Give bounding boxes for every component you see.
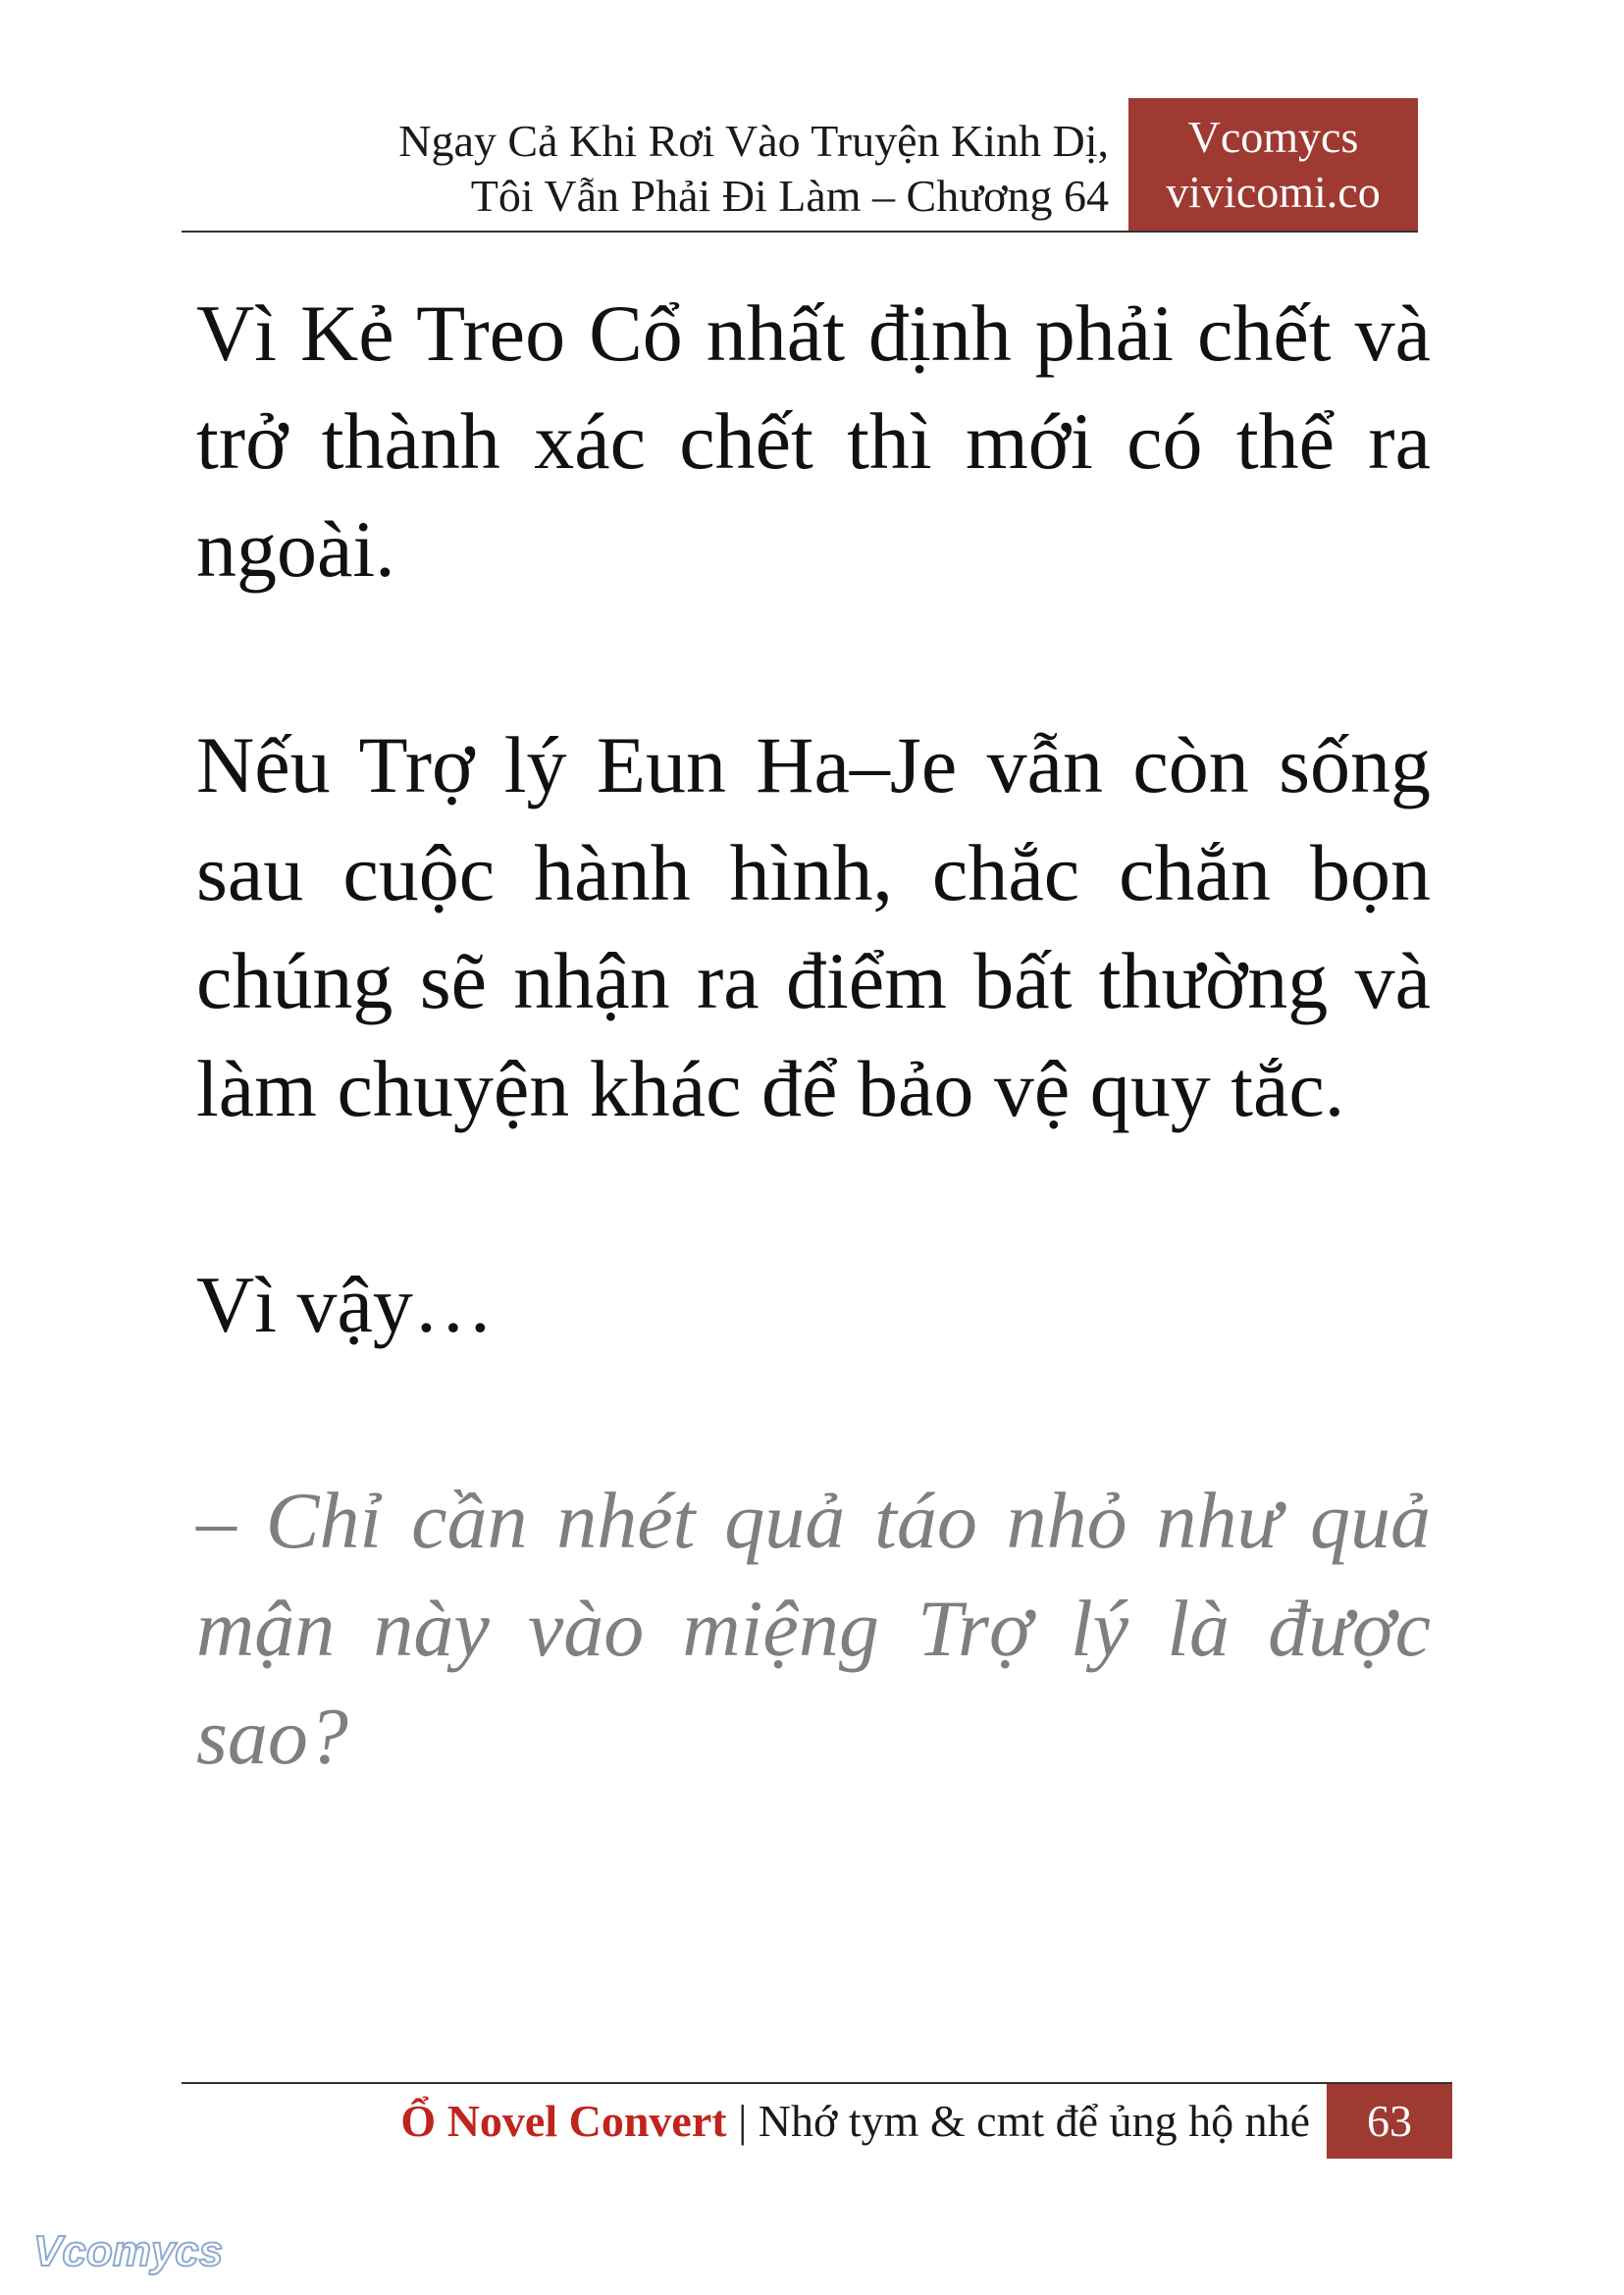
site-badge-url: vivicomi.co	[1166, 167, 1381, 217]
site-badge	[1128, 98, 1418, 231]
watermark-logo-icon	[29, 2222, 255, 2281]
page-number: 63	[1327, 2084, 1452, 2159]
chapter-title-line-1: Ngay Cả Khi Rơi Vào Truyện Kinh Dị,	[398, 116, 1109, 166]
chapter-body	[196, 280, 1431, 1899]
chapter-title-line-2: Tôi Vẫn Phải Đi Làm – Chương 64	[470, 171, 1109, 221]
paragraph: Vì Kẻ Treo Cổ nhất định phải chết và trở thành xác chết thì mới có thể ra ngoài.	[196, 288, 1431, 594]
footer-brand: Ổ Novel Convert	[400, 2096, 727, 2146]
footer-separator: |	[726, 2096, 759, 2146]
watermark-logo	[29, 2222, 255, 2281]
footer-message: Nhớ tym & cmt để ủng hộ nhé	[758, 2096, 1310, 2146]
site-badge-name: Vcomycs	[1187, 112, 1359, 162]
footer-text	[400, 2090, 1310, 2153]
paragraph: Nếu Trợ lý Eun Ha–Je vẫn còn sống sau cuộc hành hình, chắc chắn bọn chúng sẽ nhận ra điểm bất thường và làm chuyện khác để bảo vệ quy tắc.	[196, 720, 1431, 1133]
page-header	[182, 98, 1418, 231]
watermark-text: Vcomycs	[33, 2227, 224, 2275]
page-footer	[182, 2084, 1452, 2159]
chapter-title	[398, 114, 1109, 224]
header-divider	[182, 231, 1418, 233]
dialogue-paragraph: – Chỉ cần nhét quả táo nhỏ như quả mận này vào miệng Trợ lý là được sao?	[196, 1476, 1431, 1781]
paragraph: Vì vậy…	[196, 1260, 494, 1349]
